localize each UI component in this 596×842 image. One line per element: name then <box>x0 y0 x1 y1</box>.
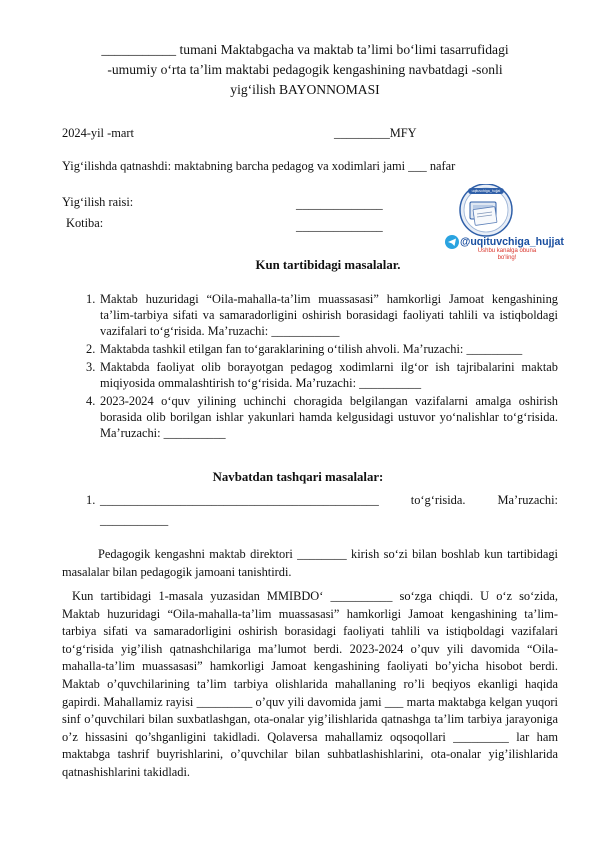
paragraph-opening: Pedagogik kengashni maktab direktori ________ kirish so‘zi bilan boshlab kun tartibidagi masalalar bilan pedagogik jamoani tanishtirdi. <box>62 547 558 579</box>
title-line-1: ___________ tumani Maktabgacha va maktab ta’limi bo‘limi tasarrufidagi <box>101 42 509 57</box>
attendees-line: Yig‘ilishda qatnashdi: maktabning barcha pedagog va xodimlari jami ___ nafar <box>62 159 456 173</box>
extra-agenda-list <box>62 490 558 532</box>
title-line-2: -umumiy o‘rta ta’lim maktabi pedagogik kengashining navbatdagi -sonli <box>107 62 503 77</box>
logo-badge-text: uqituvchiga_hujjat <box>471 189 501 193</box>
secretary-label: Kotiba: <box>66 216 104 230</box>
agenda-item-3 <box>62 359 558 391</box>
extra-agenda-item-1 <box>62 490 558 530</box>
agenda-item-number: 4. <box>86 394 96 408</box>
agenda-item-text: Maktab huzuridagi “Oila-mahalla-ta’lim muassasasi” hamkorligi Jamoat kengashining ta’lim-tarbiya sifati va samaradorligini oshirish borasidagi faoliyati tahlili va istiqboldagi vazifalari to‘g‘risida. Ma’ruzachi: ___________ <box>100 292 558 338</box>
agenda-item-1 <box>62 291 558 339</box>
mfy-label: _________MFY <box>334 126 417 140</box>
logo-handle: @uqituvchiga_hujjat <box>460 236 564 248</box>
chair-blank: ______________ <box>296 197 383 211</box>
secretary-blank: ______________ <box>296 219 383 233</box>
extra-agenda-heading: Navbatdan tashqari masalalar: <box>212 470 384 484</box>
agenda-item-number: 2. <box>86 342 96 356</box>
logo-subtitle-line-1: Ushbu kanalga obuna <box>477 248 537 254</box>
document-title <box>40 40 570 100</box>
extra-item-number: 1. <box>86 493 96 507</box>
agenda-item-2 <box>62 341 558 357</box>
agenda-list <box>62 291 558 443</box>
logo-subtitle-line-2: bo'ling! <box>497 254 517 261</box>
agenda-item-4 <box>62 393 558 441</box>
paragraph-issue-1: Kun tartibidagi 1-masala yuzasidan MMIBDO‘ __________ so‘zga chiqdi. U o‘z so‘zida, Maktab huzuridagi “Oila-mahalla-ta’lim muassasasi” hamkorligi Jamoat kengashining ta’lim-tarbiya sifati va samaradorligini oshirish borasidagi faoliyati tahlili va istiqboldagi vazifalari to‘g‘risida yig’ilish qatnashchilariga ma’lumot berdi. 2023-2024 o’quv yili davomida “Oila-mahalla-ta’lim muassasasi” hamkorligi Jamoat kengashining faoliyati bo’yicha hisobot berdi. Maktab o’quvchilarining ta’lim tarbiya olishlarida mahallaning ro’li beqiyos ekanligi haqida gapirdi. Mahallamiz rayisi _________ o’quv yili davomida jami ___ marta maktabga kelgan yuqori sinf o’quvchilari bilan suxbatlashgan, ota-onalar yig’ilishlarida qatnashga ta’lim tarbiya jarayoniga o’z hissasini qo’shganligini takidladi. Qolaversa mahallamiz oqsoqollari _________ lar ham maktabga tashrif buyrishlarini, o’quvchilar bilan suhbatlashishlarini, ota-onalar yig’ilishlarida qatnashishlarini takidladi. <box>62 589 558 779</box>
meeting-date: 2024-yil -mart <box>62 126 134 140</box>
channel-logo <box>440 184 564 261</box>
agenda-heading: Kun tartibidagi masalalar. <box>255 258 401 272</box>
agenda-item-number: 3. <box>86 360 96 374</box>
title-line-3: yig‘ilish BAYONNOMASI <box>230 82 380 97</box>
agenda-item-number: 1. <box>86 292 96 306</box>
agenda-item-text: Maktabda tashkil etilgan fan to‘garaklarining o‘tilish ahvoli. Ma’ruzachi: _________ <box>100 342 523 356</box>
chair-label: Yig‘ilish raisi: <box>62 195 134 209</box>
extra-item-text: _____________________________________________ to‘g‘risida. Ma’ruzachi: ___________ <box>100 493 558 527</box>
agenda-item-text: Maktabda faoliyat olib borayotgan pedagog xodimlarni ilg‘or ish tajribalarini maktab miqiyosida ommalashtirish to‘g‘risida. Ma’ruzachi: __________ <box>100 360 558 390</box>
agenda-item-text: 2023-2024 o‘quv yilining uchinchi choragida belgilangan vazifalarni amalga oshirish borasida olib borilgan ishlar yakunlari hamda kelgusidagi ustuvor yo‘nalishlar to‘g‘risida. Ma’ruzachi: __________ <box>100 394 558 440</box>
